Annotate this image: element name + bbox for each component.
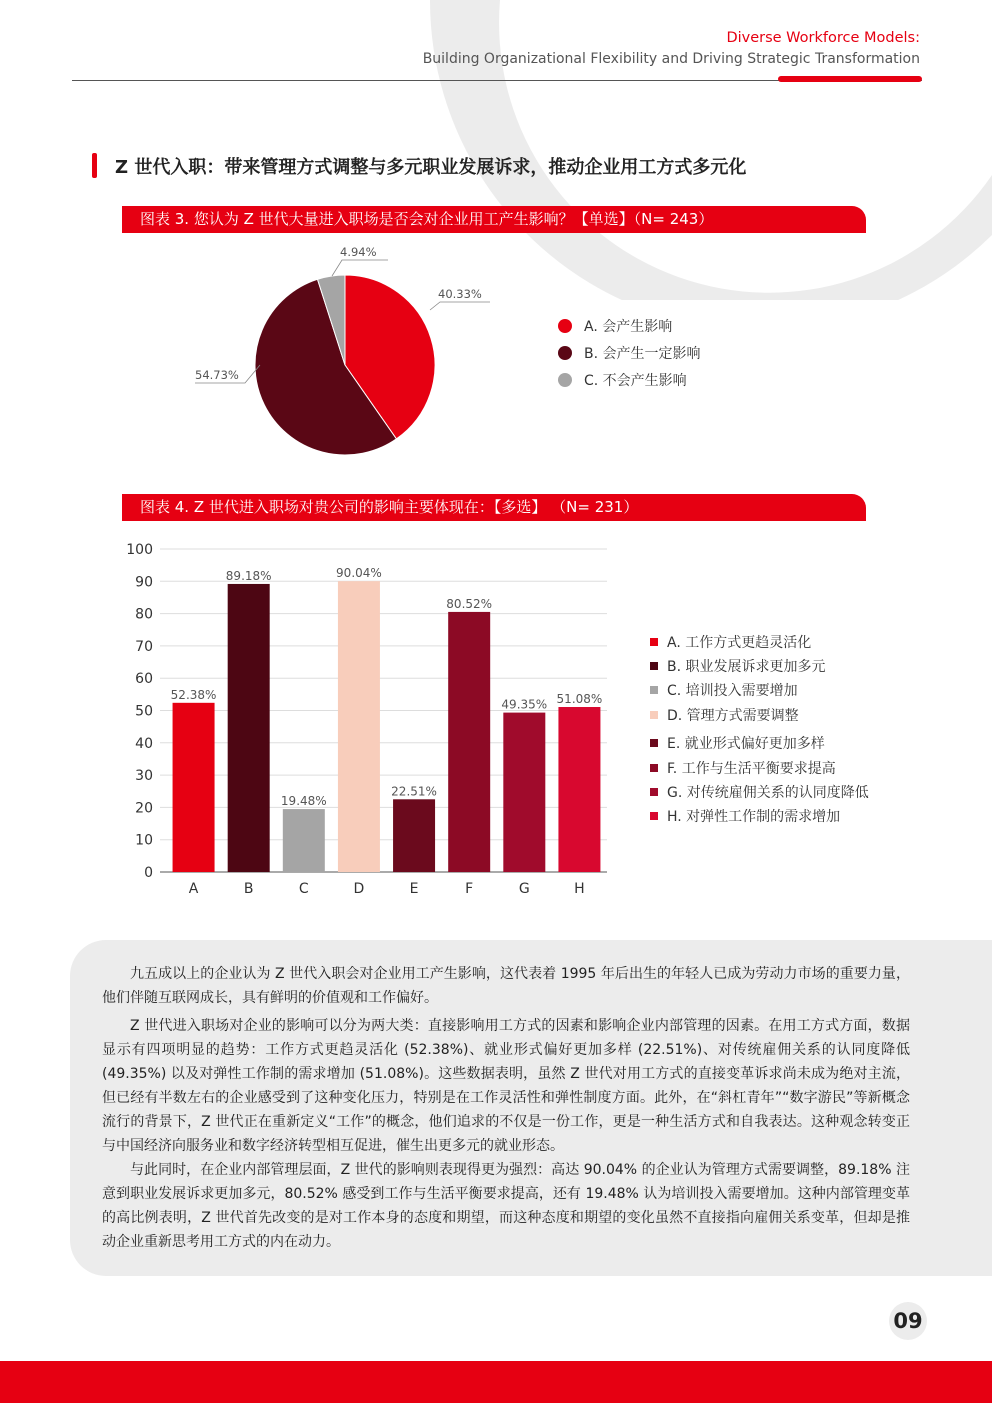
pie-legend-item bbox=[558, 343, 701, 363]
y-tick-label: 80 bbox=[135, 606, 153, 623]
bar-f bbox=[448, 612, 490, 872]
x-tick-label: F bbox=[465, 881, 474, 897]
bar-data-label: 51.08% bbox=[556, 692, 603, 707]
bar-c bbox=[283, 809, 325, 872]
bar-legend-label: D. 管理方式需要调整 bbox=[667, 708, 799, 724]
bar-data-label: 89.18% bbox=[225, 568, 272, 583]
bar-legend-label: G. 对传统雇佣关系的认同度降低 bbox=[667, 785, 869, 801]
legend-square bbox=[650, 812, 658, 820]
y-tick-label: 60 bbox=[135, 671, 153, 688]
x-tick-label: A bbox=[188, 881, 199, 897]
x-tick-label: D bbox=[353, 881, 365, 897]
legend-square bbox=[650, 686, 658, 694]
bar-data-label: 52.38% bbox=[170, 687, 217, 702]
legend-square bbox=[650, 711, 658, 719]
bar-legend-item bbox=[650, 806, 840, 826]
pie-legend-label: C. 不会产生影响 bbox=[584, 373, 687, 389]
legend-square bbox=[650, 739, 658, 747]
y-tick-label: 40 bbox=[135, 735, 153, 752]
header-accent-bar bbox=[778, 76, 922, 82]
bar-legend-label: E. 就业形式偏好更加多样 bbox=[667, 736, 825, 752]
bar-data-label: 19.48% bbox=[280, 794, 327, 809]
y-tick-label: 90 bbox=[135, 574, 153, 591]
footer-bar bbox=[0, 1361, 992, 1403]
y-tick-label: 10 bbox=[135, 832, 153, 849]
bar-d bbox=[338, 581, 380, 872]
paragraph-1: 九五成以上的企业认为 Z 世代入职会对企业用工产生影响，这代表着 1995 年后出生的年轻人已成为劳动力市场的重要力量，他们伴随互联网成长，具有鲜明的价值观和工作偏好。 bbox=[102, 966, 910, 1006]
bar-data-label: 90.04% bbox=[336, 566, 382, 581]
bar-chart bbox=[110, 535, 630, 905]
bar-legend-item bbox=[650, 782, 869, 802]
figure-4-title: 图表 4. Z 世代进入职场对贵公司的影响主要体现在：【多选】 （N= 231） bbox=[122, 494, 866, 521]
legend-dot bbox=[558, 319, 572, 333]
bar-data-label: 22.51% bbox=[391, 784, 437, 799]
bar-legend-item bbox=[650, 680, 798, 700]
paragraph-3: 与此同时，在企业内部管理层面，Z 世代的影响则表现得更为强烈：高达 90.04% 的企业认为管理方式需要调整，89.18% 注意到职业发展诉求更加多元，80.52% 感受到工作与生活平衡要求提高，还有 19.48% 认为培训投入需要增加。这种内部管理变革的高比例表明，Z 世代首先改变的是对工作本身的态度和期望，而这种态度和期望的变化虽然不直接指向雇佣关系变革，但却是推动企业重新思考用工方式的内在动力。 bbox=[102, 1162, 910, 1250]
section-marker bbox=[92, 153, 97, 178]
bar-legend-label: F. 工作与生活平衡要求提高 bbox=[667, 761, 836, 777]
x-tick-label: C bbox=[298, 881, 309, 897]
bar-legend-item bbox=[650, 733, 825, 753]
pie-data-label: 54.73% bbox=[195, 368, 239, 382]
legend-dot bbox=[558, 346, 572, 360]
y-tick-label: 100 bbox=[126, 542, 153, 558]
bar-legend-label: A. 工作方式更趋灵活化 bbox=[667, 635, 812, 651]
pie-legend-item bbox=[558, 370, 687, 390]
bar-legend-label: H. 对弹性工作制的需求增加 bbox=[667, 809, 841, 825]
figure-3-title: 图表 3. 您认为 Z 世代大量进入职场是否会对企业用工产生影响？【单选】（N= 243） bbox=[122, 206, 866, 233]
bar-e bbox=[393, 799, 435, 872]
y-tick-label: 0 bbox=[144, 865, 153, 881]
x-tick-label: H bbox=[574, 881, 585, 897]
legend-square bbox=[650, 764, 658, 772]
legend-square bbox=[650, 662, 658, 670]
pie-leader-line bbox=[332, 260, 388, 276]
paragraph-2: Z 世代进入职场对企业的影响可以分为两大类：直接影响用工方式的因素和影响企业内部管理的因素。在用工方式方面，数据显示有四项明显的趋势：工作方式更趋灵活化 (52.38%)、就业形式偏好更加多样 (22.51%)、对传统雇佣关系的认同度降低 (49.35%) 以及对弹性工作制的需求增加 (51.08%)。这些数据表明，虽然 Z 世代对用工方式的直接变革诉求尚未成为绝对主流，但已经有半数左右的企业感受到了这种变化压力，特别是在工作灵活性和弹性制度方面。此外，在“斜杠青年”“数字游民”等新概念流行的背景下，Z 世代正在重新定义“工作”的概念，他们追求的不仅是一份工作，更是一种生活方式和自我表达。这种观念转变正与中国经济向服务业和数字经济转型相互促进，催生出更多元的就业形态。 bbox=[102, 1018, 910, 1154]
pie-data-label: 4.94% bbox=[340, 245, 377, 259]
bar-b bbox=[228, 584, 270, 872]
x-tick-label: E bbox=[409, 881, 419, 897]
x-tick-label: B bbox=[243, 881, 254, 897]
bar-legend-item bbox=[650, 705, 799, 725]
section-title: Z 世代入职：带来管理方式调整与多元职业发展诉求，推动企业用工方式多元化 bbox=[115, 157, 747, 178]
legend-square bbox=[650, 638, 658, 646]
bar-legend-label: B. 职业发展诉求更加多元 bbox=[667, 659, 826, 675]
bar-a bbox=[173, 703, 215, 872]
bar-h bbox=[558, 707, 600, 872]
report-subtitle: Building Organizational Flexibility and Driving Strategic Transformation bbox=[422, 51, 920, 67]
y-tick-label: 30 bbox=[135, 768, 153, 785]
bar-g bbox=[503, 713, 545, 872]
pie-chart bbox=[150, 240, 570, 470]
pie-legend-label: B. 会产生一定影响 bbox=[584, 346, 701, 362]
page-number: 09 bbox=[893, 1309, 923, 1333]
x-tick-label: G bbox=[518, 881, 530, 897]
pie-legend-label: A. 会产生影响 bbox=[584, 319, 673, 335]
report-title: Diverse Workforce Models: bbox=[726, 30, 920, 46]
bar-legend-item bbox=[650, 656, 826, 676]
pie-legend-item bbox=[558, 316, 672, 336]
legend-dot bbox=[558, 373, 572, 387]
legend-square bbox=[650, 788, 658, 796]
y-tick-label: 20 bbox=[135, 800, 153, 817]
bar-legend-label: C. 培训投入需要增加 bbox=[667, 683, 798, 699]
pie-data-label: 40.33% bbox=[438, 287, 482, 301]
pie-leader-line bbox=[430, 302, 490, 310]
y-tick-label: 50 bbox=[135, 703, 153, 720]
y-tick-label: 70 bbox=[135, 638, 153, 655]
bar-data-label: 80.52% bbox=[446, 596, 493, 611]
bar-data-label: 49.35% bbox=[501, 697, 548, 712]
bar-legend-item bbox=[650, 758, 836, 778]
bar-legend-item bbox=[650, 632, 811, 652]
